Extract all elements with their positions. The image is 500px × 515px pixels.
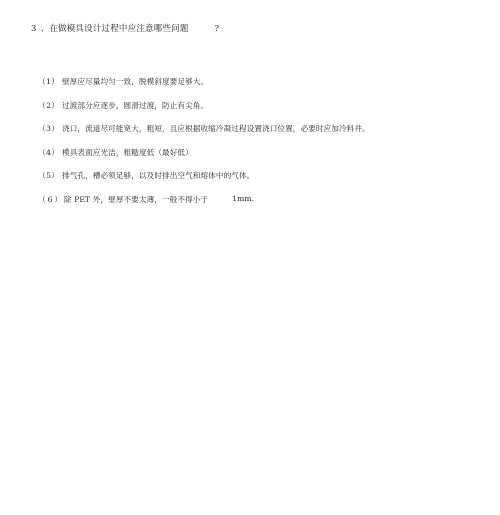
item-number: （4） xyxy=(38,147,60,157)
list-item xyxy=(38,170,478,194)
list-item xyxy=(38,100,478,124)
item-value: 1mm. xyxy=(232,193,255,203)
list-item xyxy=(38,147,478,171)
item-number: （2） xyxy=(38,100,60,110)
item-text: 壁厚应尽量均匀一致，脱模斜度要足够大。 xyxy=(62,77,209,86)
question-title: 在做模具设计过程中应注意哪些问题 xyxy=(49,24,189,34)
item-text: 模具表面应光洁，粗糙度低（最好低） xyxy=(62,147,193,157)
list-item xyxy=(38,76,478,100)
item-text: 浇口，流道尽可能宽大，粗短，且应根据收缩冷凝过程设置浇口位置，必要时应加冷料井。 xyxy=(62,124,370,133)
item-text: 过渡部分应逐步，圆滑过渡，防止有尖角。 xyxy=(62,100,209,110)
item-number: （3） xyxy=(38,124,60,133)
item-number: （1） xyxy=(38,77,60,86)
item-text: 排气孔，槽必须足够，以及时排出空气和熔体中的气体。 xyxy=(62,171,255,180)
item-number: （5） xyxy=(38,171,60,180)
item-number: （6） xyxy=(38,194,65,204)
item-text: 除 PET 外，壁厚不要太薄，一般不得小于 xyxy=(64,194,209,204)
question-separator: 、 xyxy=(40,24,50,34)
question-heading xyxy=(31,22,219,34)
question-number: 3 xyxy=(31,24,37,34)
question-mark: ? xyxy=(214,24,220,34)
answer-list xyxy=(38,76,478,217)
list-item xyxy=(38,194,478,218)
list-item xyxy=(38,123,478,147)
